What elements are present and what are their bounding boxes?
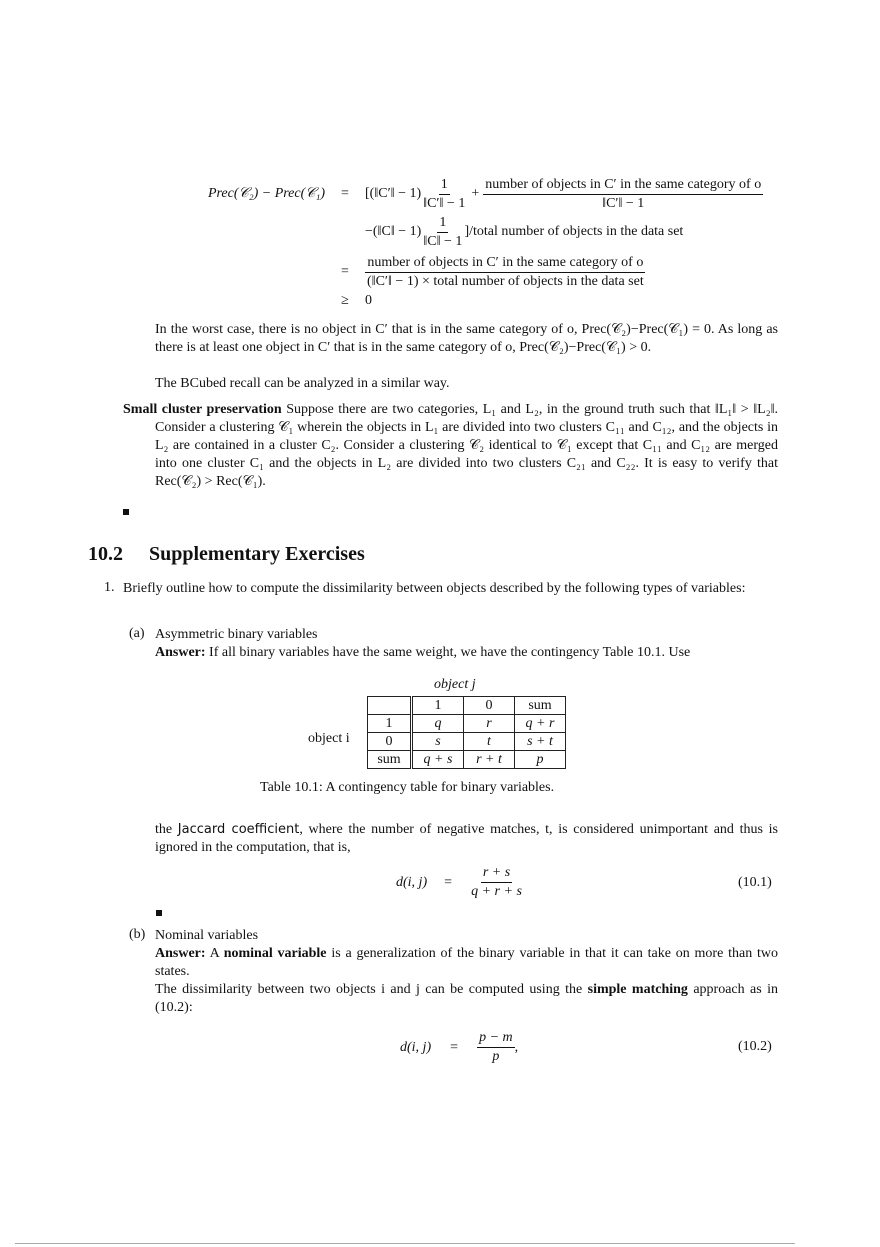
table-cell: sum xyxy=(368,751,412,769)
table-cell: s xyxy=(412,733,464,751)
table-cell: s + t xyxy=(515,733,566,751)
subitem-a xyxy=(155,626,778,662)
table-row xyxy=(368,751,566,769)
eq-line-4 xyxy=(120,292,763,310)
subitem-label: (a) xyxy=(129,626,145,641)
exercise-number: 1. xyxy=(104,580,115,595)
section-title: Supplementary Exercises xyxy=(149,543,365,565)
table-cell: 0 xyxy=(464,697,515,715)
eq-punct: , xyxy=(514,1039,519,1055)
numerator: 1 xyxy=(437,215,448,233)
eq-lhs: d(i, j) xyxy=(396,874,428,890)
subitem-b xyxy=(155,927,778,1017)
equation-10-1 xyxy=(396,865,524,900)
denominator: ‖C′‖ − 1 xyxy=(602,195,645,211)
denominator: q + r + s xyxy=(471,884,522,899)
subitem-title: Asymmetric binary variables xyxy=(155,627,318,642)
eq-rel: = xyxy=(450,1039,459,1055)
text: is a generalization of the binary variable in that it can take on more than two states. xyxy=(155,946,779,979)
precision-derivation xyxy=(120,176,763,310)
eq-lhs: Prec(𝒞₂) − Prec(𝒞₁) xyxy=(207,186,325,201)
table-row-group-label: object i xyxy=(308,731,350,746)
fraction xyxy=(421,177,467,212)
table-header-row xyxy=(368,697,566,715)
denominator: ‖C‖ − 1 xyxy=(423,233,463,249)
equation-number: (10.1) xyxy=(738,875,772,890)
eq-line-2 xyxy=(120,212,763,252)
table-cell: 0 xyxy=(368,733,412,751)
denominator: (‖C′‖ − 1) × total number of objects in the data set xyxy=(367,273,644,289)
equation-10-2 xyxy=(400,1030,518,1065)
section-number: 10.2 xyxy=(88,543,123,565)
contingency-table xyxy=(367,696,566,769)
term: Small cluster preservation xyxy=(123,402,282,417)
eq-line-1 xyxy=(120,176,763,212)
answer-text: If all binary variables have the same weight, we have the contingency Table 10.1. Use xyxy=(205,645,691,660)
eq-rel: = xyxy=(341,264,349,279)
eq-op: + xyxy=(471,186,480,201)
term: simple matching xyxy=(587,982,688,997)
text: The dissimilarity between two objects i and j can be computed using the xyxy=(155,982,588,997)
numerator: number of objects in C′ in the same category of o xyxy=(365,255,645,273)
fraction xyxy=(421,215,464,250)
end-of-answer-icon xyxy=(156,910,162,916)
table-cell: 1 xyxy=(368,715,412,733)
denominator: ‖C′‖ − 1 xyxy=(423,195,466,211)
table-row xyxy=(368,715,566,733)
eq-term: 0 xyxy=(365,293,372,308)
subitem-title: Nominal variables xyxy=(155,928,259,943)
table-cell: p xyxy=(515,751,566,769)
text: , where the number of negative matches, t, is considered unimportant and thus is ignored in the computation, that is, xyxy=(155,822,778,855)
table-col-group-label: object j xyxy=(434,677,476,692)
table-cell: q + r xyxy=(515,715,566,733)
table-row xyxy=(368,733,566,751)
exercise-text: Briefly outline how to compute the dissimilarity between objects described by the following types of variables: xyxy=(123,581,746,596)
bcubed-recall-note: The BCubed recall can be analyzed in a similar way. xyxy=(155,376,450,391)
eq-term: [(‖C′‖ − 1) xyxy=(365,186,422,201)
fraction xyxy=(477,1030,515,1065)
paragraph-text: Suppose there are two categories, L₁ and L₂, in the ground truth such that ‖L₁‖ > ‖L₂‖. Consider a clustering 𝒞₁ wherein the objects in L₁ are divided into two clusters C₁₁ and C₁₂, and the objects in L₂ are contained in a cluster C₂. Consider a clustering 𝒞₂ identical to 𝒞₁ except that C₁₁ and C₁₂ are merged into one cluster C₁ and the objects in L₂ are divided into two clusters C₂₁ and C₂₂. It is easy to verify that Rec(𝒞₂) > Rec(𝒞₁). xyxy=(155,402,779,489)
table-cell: t xyxy=(464,733,515,751)
eq-term: ]/total number of objects in the data set xyxy=(464,224,684,239)
equation-number: (10.2) xyxy=(738,1039,772,1054)
fraction xyxy=(469,865,524,900)
section-heading xyxy=(88,543,365,566)
table-cell: r + t xyxy=(464,751,515,769)
text: A xyxy=(205,946,224,961)
eq-rel: = xyxy=(341,186,349,201)
text: the xyxy=(155,822,178,837)
eq-rel: = xyxy=(444,874,453,890)
subitem-label: (b) xyxy=(129,927,146,942)
jaccard-paragraph xyxy=(155,821,778,857)
term: nominal variable xyxy=(223,946,327,961)
numerator: number of objects in C′ in the same category of o xyxy=(483,177,763,195)
numerator: 1 xyxy=(439,177,450,195)
table-cell: r xyxy=(464,715,515,733)
numerator: p − m xyxy=(477,1030,515,1048)
table-cell: 1 xyxy=(412,697,464,715)
eq-term: −(‖C‖ − 1) xyxy=(365,224,422,239)
numerator: r + s xyxy=(481,865,512,883)
table-cell: q xyxy=(412,715,464,733)
text: approach as in (10.2): xyxy=(155,982,778,1015)
eq-rel: ≥ xyxy=(341,293,349,308)
page-bottom-rule xyxy=(15,1243,795,1244)
table-cell: q + s xyxy=(412,751,464,769)
fraction xyxy=(483,177,763,212)
fraction xyxy=(365,255,646,290)
worst-case-paragraph: In the worst case, there is no object in C′ that is in the same category of o, Prec(𝒞₂)−Prec(𝒞₁) = 0. As long as there is at least one object in C′ that is in the same category of o, Prec(𝒞₂)−Prec(𝒞₁) > 0. xyxy=(155,322,778,355)
table-cell: sum xyxy=(515,697,566,715)
term: Jaccard coefficient xyxy=(177,822,300,837)
table-cell xyxy=(368,697,412,715)
small-cluster-paragraph xyxy=(123,401,779,491)
eq-lhs: d(i, j) xyxy=(400,1039,432,1055)
end-of-proof-icon xyxy=(123,509,129,515)
answer-label: Answer: xyxy=(155,946,206,961)
denominator: p xyxy=(492,1049,500,1064)
answer-label: Answer: xyxy=(155,645,206,660)
eq-line-3 xyxy=(120,252,763,292)
table-caption: Table 10.1: A contingency table for binary variables. xyxy=(260,780,555,795)
